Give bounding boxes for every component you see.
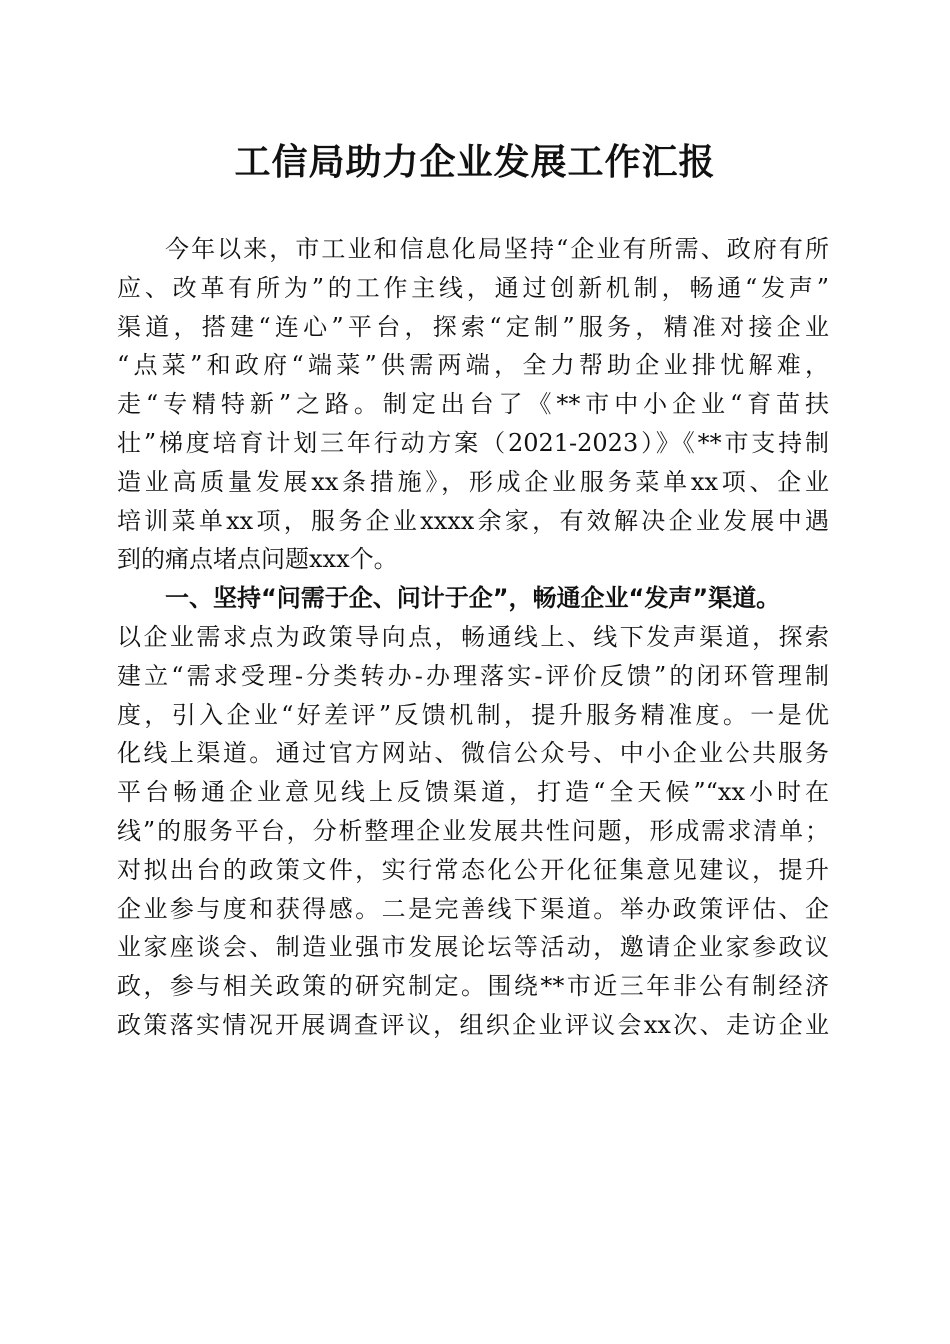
document-title: 工信局助力企业发展工作汇报 xyxy=(234,141,716,183)
document-body xyxy=(117,230,829,1045)
text-line: 对拟出台的政策文件，实行常态化公开化征集意见建议，提升 xyxy=(117,855,829,884)
text-line: 以企业需求点为政策导向点，畅通线上、线下发声渠道，探索 xyxy=(117,622,829,651)
text-line: 平台畅通企业意见线上反馈渠道，打造“全天候”“xx小时在 xyxy=(117,778,829,807)
text-line: “点菜”和政府“端菜”供需两端，全力帮助企业排忧解难， xyxy=(117,351,829,380)
text-line: 走“专精特新”之路。制定出台了《**市中小企业“育苗扶 xyxy=(117,390,829,419)
text-line: 度，引入企业“好差评”反馈机制，提升服务精准度。一是优 xyxy=(117,700,829,729)
text-line: 壮”梯度培育计划三年行动方案（2021-2023）》《**市支持制 xyxy=(117,428,829,457)
text-line: 建立“需求受理-分类转办-办理落实-评价反馈”的闭环管理制 xyxy=(117,661,829,690)
text-line: 培训菜单xx项，服务企业xxxx余家，有效解决企业发展中遇 xyxy=(117,506,829,535)
text-line: 应、改革有所为”的工作主线，通过创新机制，畅通“发声” xyxy=(117,273,829,302)
text-line: 企业参与度和获得感。二是完善线下渠道。举办政策评估、企 xyxy=(117,894,829,923)
text-line: 政，参与相关政策的研究制定。围绕**市近三年非公有制经济 xyxy=(117,972,829,1001)
section-1 xyxy=(117,579,829,1045)
text-line: 到的痛点堵点问题xxx个。 xyxy=(117,545,398,574)
text-line: 化线上渠道。通过官方网站、微信公众号、中小企业公共服务 xyxy=(117,739,829,768)
intro-paragraph xyxy=(117,230,829,579)
text-line: 造业高质量发展xx条措施》，形成企业服务菜单xx项、企业 xyxy=(117,467,829,496)
text-line: 今年以来，市工业和信息化局坚持“企业有所需、政府有所 xyxy=(165,235,829,263)
text-line: 渠道，搭建“连心”平台，探索“定制”服务，精准对接企业 xyxy=(117,312,829,341)
text-line: 政策落实情况开展调查评议，组织企业评议会xx次、走访企业 xyxy=(117,1010,829,1039)
text-line: 业家座谈会、制造业强市发展论坛等活动，邀请企业家参政议 xyxy=(117,933,829,962)
section-heading: 一、坚持“问需于企、问计于企”，畅通企业“发声”渠道。 xyxy=(165,584,781,613)
text-line: 线”的服务平台，分析整理企业发展共性问题，形成需求清单； xyxy=(117,816,829,845)
